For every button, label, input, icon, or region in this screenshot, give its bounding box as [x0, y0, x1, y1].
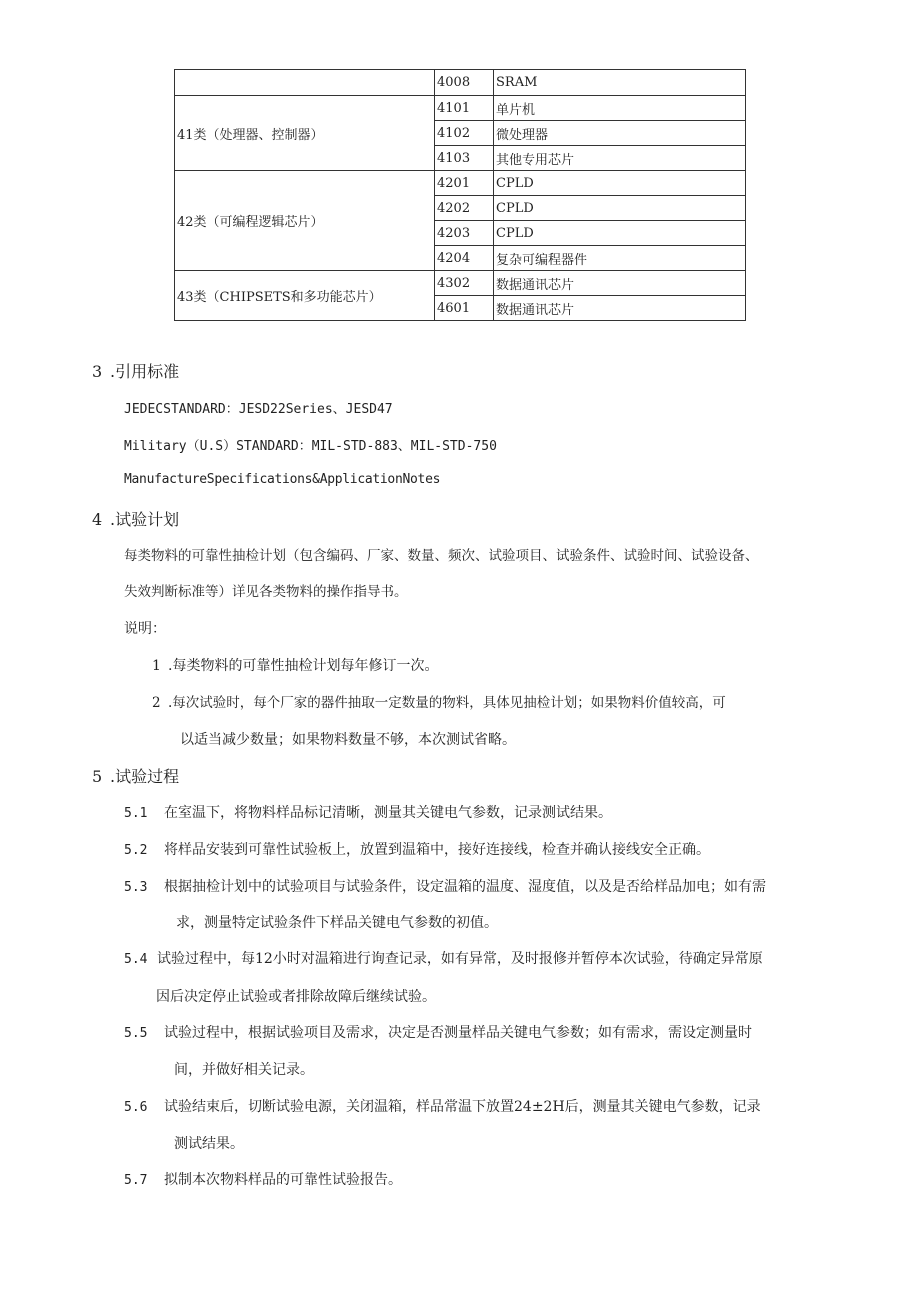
paragraph-line: 每类物料的可靠性抽检计划（包含编码、厂家、数量、频次、试验项目、试验条件、试验时间、试验设备、 — [124, 548, 759, 564]
step-item — [124, 1169, 402, 1189]
step-number: 5.4 — [124, 952, 148, 967]
step-text: 在室温下，将物料样品标记清晰，测量其关键电气参数，记录测试结果。 — [164, 805, 612, 821]
step-number: 5.6 — [124, 1100, 148, 1115]
standard-line: ManufactureSpecifications&ApplicationNotes — [124, 472, 441, 487]
table-cell-name: CPLD — [494, 221, 746, 246]
step-item — [124, 876, 766, 896]
section-4-heading — [92, 507, 179, 530]
table-cell-category — [175, 70, 435, 96]
table-cell-code: 4202 — [435, 196, 494, 221]
section-title: .引用标准 — [110, 362, 180, 381]
section-3-heading — [92, 359, 179, 382]
table-cell-name: 单片机 — [494, 96, 746, 121]
step-number: 5.7 — [124, 1173, 148, 1188]
table-cell-code: 4201 — [435, 171, 494, 196]
paragraph-line: 失效判断标准等）详见各类物料的操作指导书。 — [124, 584, 408, 600]
step-continuation: 间，并做好相关记录。 — [174, 1062, 314, 1078]
table-cell-code: 4101 — [435, 96, 494, 121]
note-item — [152, 655, 438, 675]
table-cell-name: CPLD — [494, 171, 746, 196]
table-cell-code: 4302 — [435, 271, 494, 296]
step-item — [124, 1022, 752, 1042]
note-item — [152, 691, 726, 711]
note-text: .每类物料的可靠性抽检计划每年修订一次。 — [168, 658, 439, 674]
section-number: 3 — [92, 362, 103, 381]
table-cell-code: 4008 — [435, 70, 494, 96]
table-cell-category: 43类（CHIPSETS和多功能芯片） — [175, 271, 435, 321]
table-cell-code: 4203 — [435, 221, 494, 246]
table-cell-name: 其他专用芯片 — [494, 146, 746, 171]
table-cell-category: 42类（可编程逻辑芯片） — [175, 171, 435, 271]
table-cell-code: 4204 — [435, 246, 494, 271]
table-cell-code: 4102 — [435, 121, 494, 146]
step-continuation: 测试结果。 — [174, 1136, 244, 1152]
step-number: 5.5 — [124, 1026, 148, 1041]
step-text: 试验过程中，根据试验项目及需求，决定是否测量样品关键电气参数；如有需求，需设定测量时 — [164, 1025, 752, 1041]
standard-line: JEDECSTANDARD：JESD22Series、JESD47 — [124, 402, 393, 417]
note-number: 1 — [152, 658, 161, 674]
table-row — [175, 171, 746, 196]
table-cell-name: CPLD — [494, 196, 746, 221]
table-cell-name: 数据通讯芯片 — [494, 271, 746, 296]
step-text: 拟制本次物料样品的可靠性试验报告。 — [164, 1172, 402, 1188]
table-cell-name: 数据通讯芯片 — [494, 296, 746, 321]
step-text: 将样品安装到可靠性试验板上，放置到温箱中，接好连接线，检查并确认接线安全正确。 — [164, 842, 710, 858]
table-row — [175, 70, 746, 96]
table-cell-name: 微处理器 — [494, 121, 746, 146]
note-text: .每次试验时，每个厂家的器件抽取一定数量的物料，具体见抽检计划；如果物料价值较高，可 — [168, 695, 726, 711]
table-cell-code: 4103 — [435, 146, 494, 171]
step-continuation: 因后决定停止试验或者排除故障后继续试验。 — [156, 989, 436, 1005]
section-title: .试验计划 — [110, 510, 180, 529]
step-item — [124, 839, 710, 859]
table-cell-name: SRAM — [494, 70, 746, 96]
table-cell-category: 41类（处理器、控制器） — [175, 96, 435, 171]
section-title: .试验过程 — [110, 767, 180, 786]
table-row — [175, 96, 746, 121]
section-5-heading — [92, 764, 179, 787]
section-number: 4 — [92, 510, 103, 529]
section-number: 5 — [92, 767, 103, 786]
step-item — [124, 948, 763, 968]
step-number: 5.3 — [124, 880, 148, 895]
table-row — [175, 271, 746, 296]
step-text: 试验过程中，每12小时对温箱进行询查记录，如有异常，及时报修并暂停本次试验，待确定异常原 — [157, 951, 763, 967]
step-number: 5.2 — [124, 843, 148, 858]
step-text: 根据抽检计划中的试验项目与试验条件，设定温箱的温度、湿度值，以及是否给样品加电；如有需 — [164, 879, 766, 895]
step-continuation: 求，测量特定试验条件下样品关键电气参数的初值。 — [176, 915, 498, 931]
note-label: 说明： — [124, 621, 166, 637]
step-item — [124, 1096, 761, 1116]
standard-line: Military（U.S）STANDARD：MIL-STD-883、MIL-STD-750 — [124, 439, 497, 454]
step-number: 5.1 — [124, 806, 148, 821]
step-item — [124, 802, 612, 822]
table-cell-name: 复杂可编程器件 — [494, 246, 746, 271]
category-table — [174, 69, 746, 321]
note-number: 2 — [152, 695, 161, 711]
table-cell-code: 4601 — [435, 296, 494, 321]
note-continuation: 以适当减少数量；如果物料数量不够，本次测试省略。 — [180, 732, 516, 748]
step-text: 试验结束后，切断试验电源，关闭温箱，样品常温下放置24±2H后，测量其关键电气参数，记录 — [164, 1099, 761, 1115]
